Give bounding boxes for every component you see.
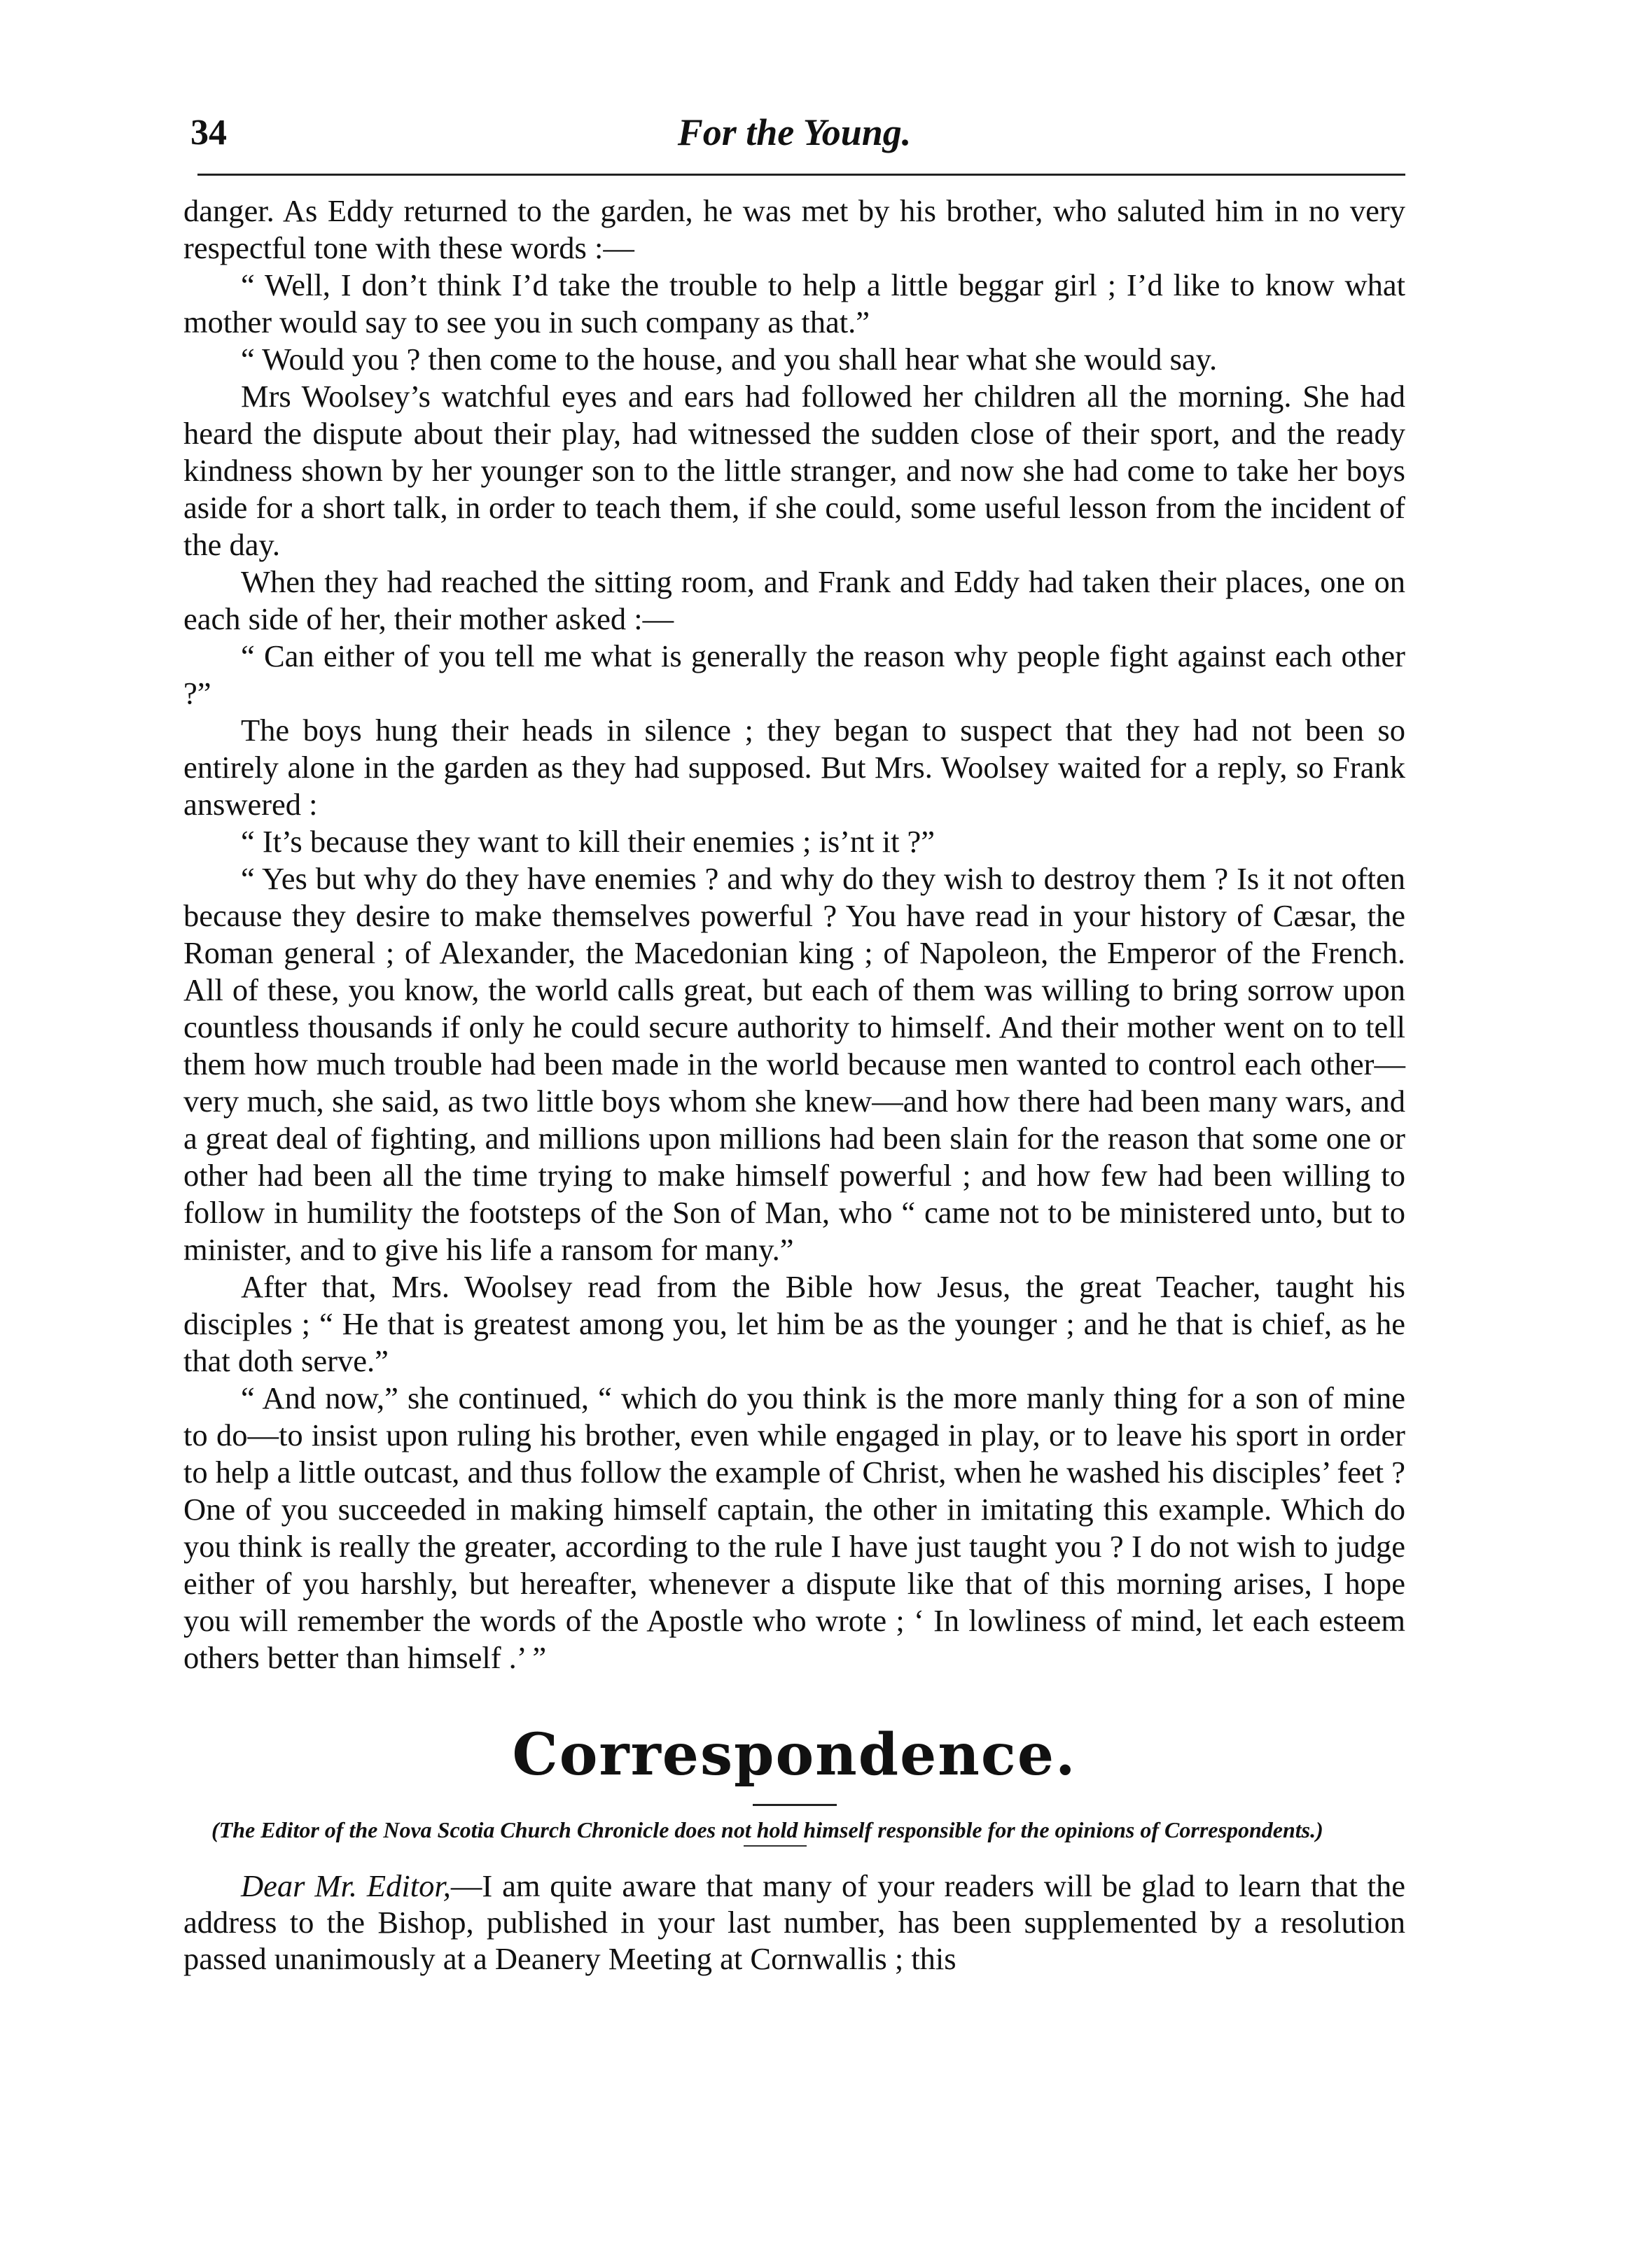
paragraph: “ And now,” she continued, “ which do you think is the more manly thing for a son of mine to do—to insist upon ruling his brother, even while engaged in play, or to leave his sport in order to help a little outcast, and thus follow the example of Christ, when he washed his disciples’ feet ? One of you succeeded in making himself captain, the other in imitating this example. Which do you think is really the greater, according to the rule I have just taught you ? I do not wish to judge either of you harshly, but hereafter, whenever a dispute like that of this morning arises, I hope you will remember the words of the Apostle who wrote ; ‘ In lowliness of mind, let each esteem others better than himself .’ ”	[183, 1380, 1405, 1675]
paragraph: “ Well, I don’t think I’d take the trouble to help a little beggar girl ; I’d like to know what mother would say to see you in such company as that.”	[183, 267, 1405, 340]
page	[183, 98, 1405, 1977]
story-body	[183, 192, 1405, 1676]
note-rule	[744, 1845, 807, 1847]
letter-text: —I am quite aware that many of your readers will be glad to learn that the address to the Bishop, published in your last number, has been supplemented by a resolution passed unanimously at a Deanery Meeting at Cornwallis ; this	[183, 1868, 1405, 1976]
letter	[183, 1868, 1405, 1977]
page-number: 34	[190, 113, 227, 153]
header-rule	[197, 174, 1405, 176]
paragraph: “ Can either of you tell me what is generally the reason why people fight against each other ?”	[183, 638, 1405, 710]
running-head: For the Young.	[677, 111, 912, 153]
paragraph: “ Yes but why do they have enemies ? and why do they wish to destroy them ? Is it not often because they desire to make themselves powerful ? You have read in your history of Cæsar, the Roman general ; of Alexander, the Macedonian king ; of Napoleon, the Emperor of the French. All of these, you know, the world calls great, but each of them was willing to bring sorrow upon countless thousands if only he could secure authority to himself. And their mother went on to tell them how much trouble had been made in the world because men wanted to control each other—very much, she said, as two little boys whom she knew—and how there had been many wars, and a great deal of fighting, and millions upon millions had been slain for the reason that some one or other had been all the time trying to make himself powerful ; and how few had been willing to follow in humility the footsteps of the Son of Man, who “ came not to be ministered unto, but to minister, and to give his life a ransom for many.”	[183, 861, 1405, 1267]
paragraph: After that, Mrs. Woolsey read from the Bible how Jesus, the great Teacher, taught his disciples ; “ He that is greatest among you, let him be as the younger ; and he that is chief, as he that doth serve.”	[183, 1269, 1405, 1378]
page-header	[183, 98, 1405, 161]
editor-note	[183, 1817, 1405, 1842]
letter-paragraph	[183, 1868, 1405, 1977]
section-heading: Correspondence.	[512, 1721, 1077, 1788]
salutation: Dear Mr. Editor,	[241, 1868, 451, 1903]
editor-note-text: (The Editor of the Nova Scotia Church Chronicle does not hold himself responsible for the opinions of Correspondents.)	[211, 1817, 1323, 1842]
paragraph: When they had reached the sitting room, and Frank and Eddy had taken their places, one on each side of her, their mother asked :—	[183, 564, 1405, 636]
paragraph: “ It’s because they want to kill their enemies ; is’nt it ?”	[241, 824, 935, 859]
paragraph: The boys hung their heads in silence ; they began to suspect that they had not been so entirely alone in the garden as they had supposed. But Mrs. Woolsey waited for a reply, so Frank answered :	[183, 713, 1405, 822]
paragraph: danger. As Eddy returned to the garden, he was met by his brother, who saluted him in no very respectful tone with these words :—	[183, 193, 1405, 265]
heading-rule	[753, 1804, 837, 1806]
paragraph: “ Would you ? then come to the house, and you shall hear what she would say.	[241, 342, 1218, 377]
paragraph: Mrs Woolsey’s watchful eyes and ears had followed her children all the morning. She had heard the dispute about their play, had witnessed the sudden close of their sport, and the ready kindness shown by her younger son to the little stranger, and now she had come to take her boys aside for a short talk, in order to teach them, if she could, some useful lesson from the incident of the day.	[183, 379, 1405, 562]
